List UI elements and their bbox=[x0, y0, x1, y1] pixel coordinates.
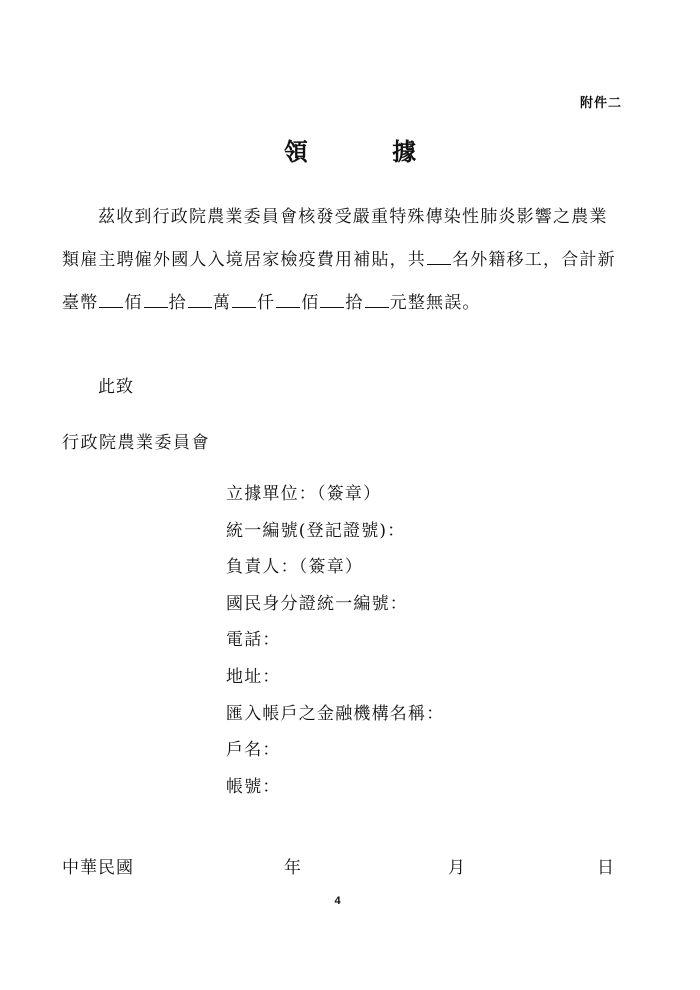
date-row bbox=[62, 853, 622, 881]
unit-wan: 萬 bbox=[212, 293, 232, 313]
amount-blank-3 bbox=[188, 293, 212, 308]
amount-blank-2 bbox=[144, 293, 168, 308]
salutation: 此致 bbox=[98, 377, 134, 397]
date-month: 月 bbox=[448, 858, 465, 878]
field-national-id: 國民身分證統一編號： bbox=[226, 593, 408, 614]
currency-label: 臺幣 bbox=[62, 293, 99, 313]
amount-blank-6 bbox=[320, 293, 344, 308]
amount-blank-4 bbox=[232, 293, 256, 308]
amount-blank-7 bbox=[365, 293, 389, 308]
date-day: 日 bbox=[597, 858, 614, 878]
field-bank-name: 匯入帳戶之金融機構名稱： bbox=[226, 703, 445, 724]
body-line-2-start: 類雇主聘僱外國人入境居家檢疫費用補貼，共 bbox=[62, 250, 426, 270]
worker-count-blank bbox=[427, 250, 451, 265]
field-issuing-unit: 立據單位：（簽章） bbox=[226, 484, 382, 504]
unit-shi: 拾 bbox=[168, 293, 187, 313]
attachment-label: 附件二 bbox=[579, 96, 622, 111]
field-account-number: 帳號： bbox=[226, 776, 281, 797]
page-number: 4 bbox=[334, 895, 341, 907]
date-year: 年 bbox=[284, 858, 301, 878]
recipient: 行政院農業委員會 bbox=[62, 433, 210, 453]
field-responsible-person: 負責人：（簽章） bbox=[226, 557, 364, 578]
body-line-2 bbox=[62, 239, 622, 282]
unit-qian: 仟 bbox=[257, 293, 276, 313]
body-line-2-end: 名外籍移工，合計新 bbox=[452, 250, 616, 270]
page-title: 領 據 bbox=[283, 137, 455, 166]
field-phone: 電話： bbox=[226, 630, 281, 651]
field-account-name: 戶名： bbox=[226, 740, 281, 761]
date-era: 中華民國 bbox=[62, 858, 134, 878]
body-line-1: 茲收到行政院農業委員會核發受嚴重特殊傳染性肺炎影響之農業 bbox=[98, 207, 608, 227]
amount-blank-1 bbox=[99, 293, 123, 308]
body-line-3 bbox=[62, 282, 622, 325]
field-address: 地址： bbox=[226, 666, 281, 687]
signature-fields bbox=[226, 476, 444, 805]
unit-bai: 佰 bbox=[124, 293, 143, 313]
amount-blank-5 bbox=[276, 293, 300, 308]
unit-bai-2: 佰 bbox=[301, 293, 320, 313]
field-unified-number: 統一編號(登記證號)： bbox=[226, 520, 406, 541]
unit-shi-2: 拾 bbox=[345, 293, 364, 313]
body-line-3-end: 元整無誤。 bbox=[389, 293, 481, 313]
receipt-body bbox=[62, 196, 622, 325]
